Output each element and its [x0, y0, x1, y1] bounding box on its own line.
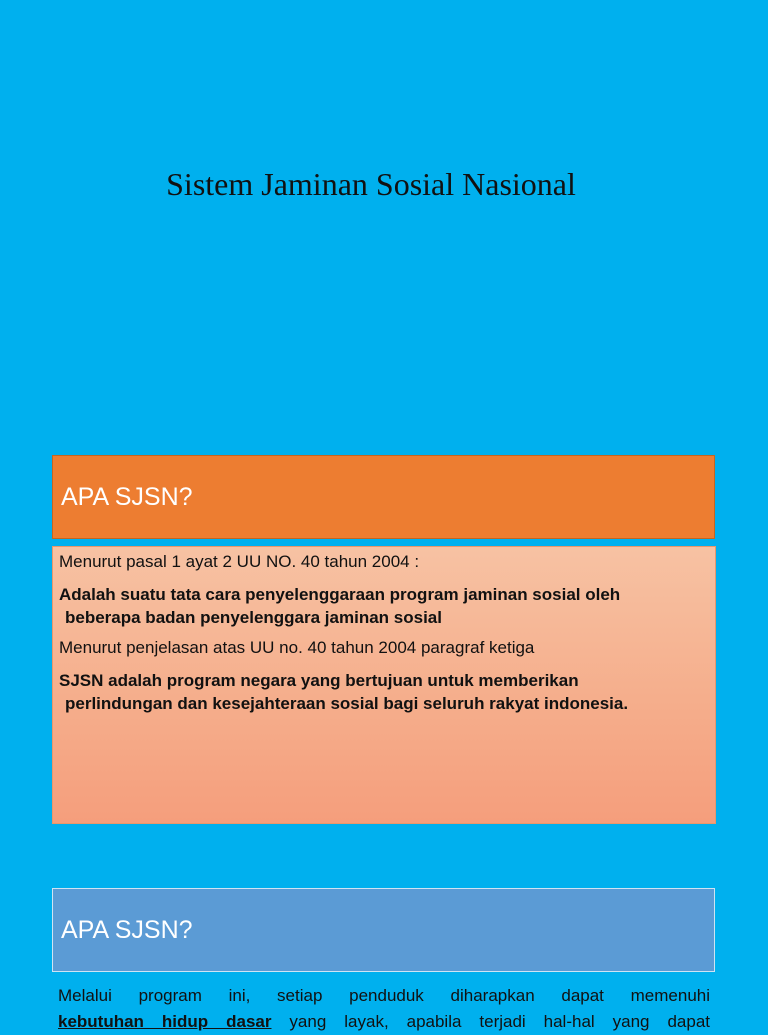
section-header-label: APA SJSN? — [61, 482, 193, 511]
definition-text-2-line-b: perlindungan dan kesejahteraan sosial bagi seluruh rakyat indonesia. — [65, 694, 629, 713]
definition-box — [52, 546, 716, 824]
section-header-orange — [52, 455, 715, 539]
source-line-2: Menurut penjelasan atas UU no. 40 tahun 2004 paragraf ketiga — [59, 638, 535, 657]
definition-text-1-line-b: beberapa badan penyelenggara jaminan sosial — [65, 608, 442, 627]
definition-text-2 — [59, 669, 709, 715]
section-header-label: APA SJSN? — [61, 915, 193, 944]
page-title: Sistem Jaminan Sosial Nasional — [166, 166, 576, 202]
source-line-1: Menurut pasal 1 ayat 2 UU NO. 40 tahun 2004 : — [59, 552, 420, 571]
definition-text-2-line-a: SJSN adalah program negara yang bertujuan untuk memberikan — [59, 671, 579, 690]
definition-text-1 — [59, 583, 709, 629]
section-header-blue — [52, 888, 715, 972]
paragraph-line-1: Melalui program ini, setiap penduduk diharapkan dapat memenuhi — [58, 986, 710, 1005]
paragraph-emphasis: kebutuhan hidup dasar — [58, 1012, 272, 1031]
body-paragraph — [58, 983, 710, 1035]
paragraph-continuation: yang layak, apabila terjadi hal-hal yang dapat — [271, 1012, 710, 1031]
definition-text-1-line-a: Adalah suatu tata cara penyelenggaraan program jaminan sosial oleh — [59, 585, 621, 604]
